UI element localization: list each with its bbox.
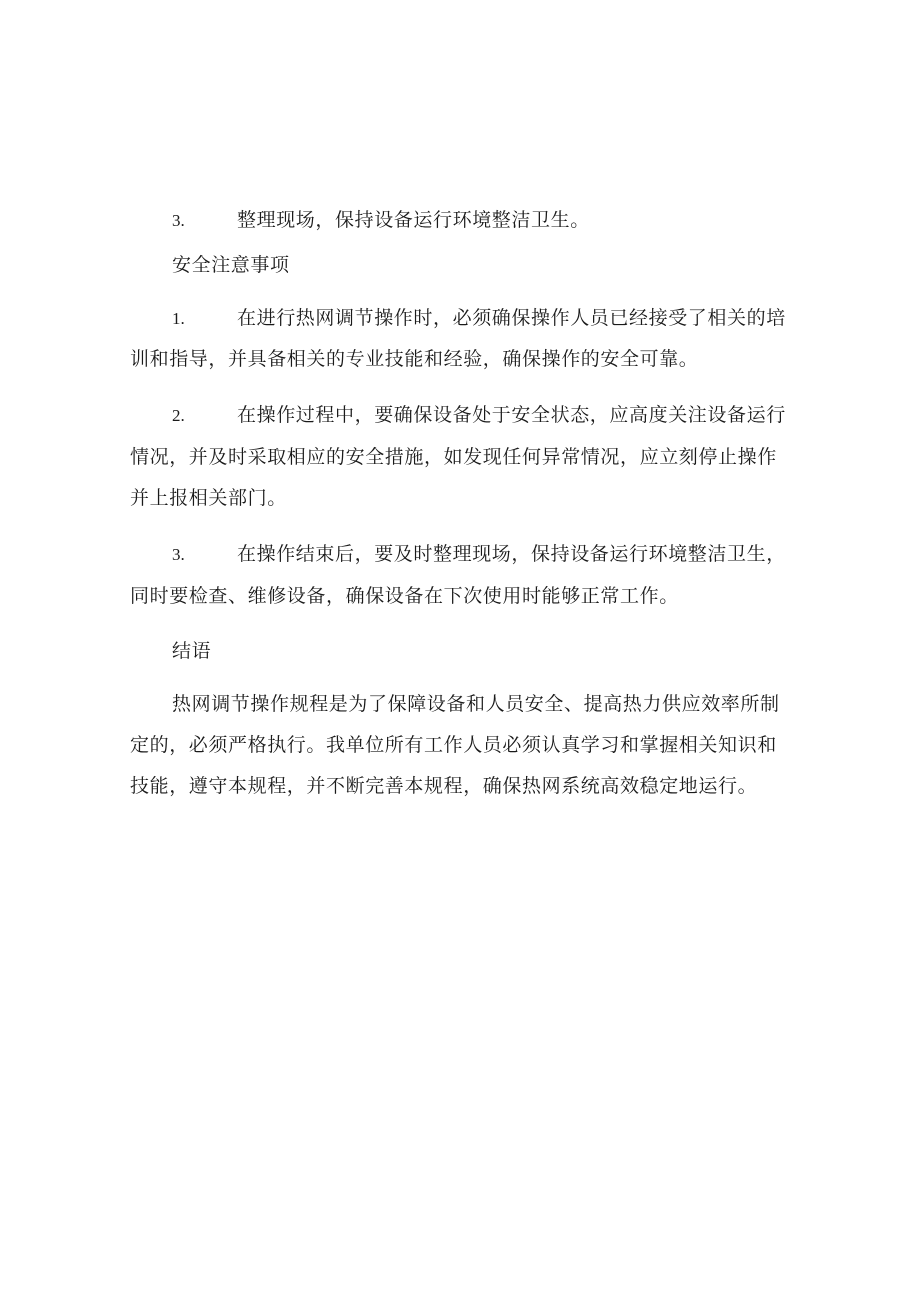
list-item-number: 1. [172,309,185,328]
paragraph-line: 热网调节操作规程是为了保障设备和人员安全、提高热力供应效率所制 [172,693,780,715]
paragraph-line: 技能，遵守本规程，并不断完善本规程，确保热网系统高效稳定地运行。 [130,775,758,797]
paragraph-line: 定的，必须严格执行。我单位所有工作人员必须认真学习和掌握相关知识和 [130,734,777,756]
list-item-text: 训和指导，并具备相关的专业技能和经验，确保操作的安全可靠。 [130,348,699,370]
list-item-text: 同时要检查、维修设备，确保设备在下次使用时能够正常工作。 [130,585,679,607]
list-item-text: 在操作结束后，要及时整理现场，保持设备运行环境整洁卫生， [237,543,786,565]
list-item-text: 在进行热网调节操作时，必须确保操作人员已经接受了相关的培 [237,307,786,329]
list-item-text: 情况，并及时采取相应的安全措施，如发现任何异常情况，应立刻停止操作 [130,446,777,468]
list-item-text: 并上报相关部门。 [130,487,287,509]
list-item-number: 2. [172,406,185,425]
list-item-number: 3. [172,545,185,564]
section-heading-safety: 安全注意事项 [172,254,290,276]
list-item-number: 3. [172,211,185,230]
section-heading-conclusion: 结语 [172,640,212,662]
list-item-text: 整理现场，保持设备运行环境整洁卫生。 [237,209,590,231]
list-item-text: 在操作过程中，要确保设备处于安全状态，应高度关注设备运行 [237,404,786,426]
